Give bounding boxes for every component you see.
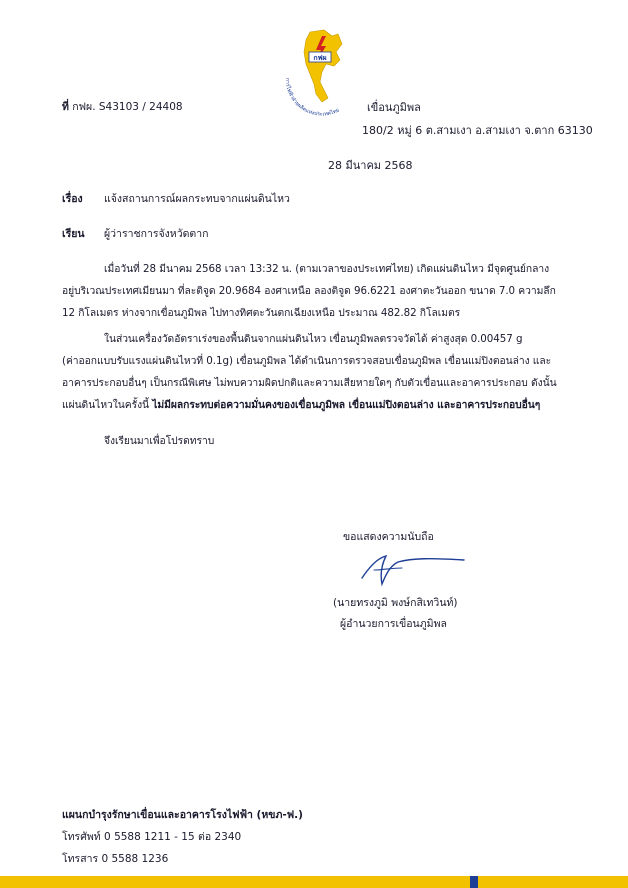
footer-phone: โทรศัพท์ 0 5588 1211 - 15 ต่อ 2340 — [62, 831, 242, 843]
letter-date: 28 มีนาคม 2568 — [328, 159, 413, 172]
svg-text:การไฟฟ้าฝ่ายผลิตแห่งประเทศไทย — [284, 78, 340, 116]
subject-label: เรื่อง — [62, 193, 83, 205]
reference-number — [62, 98, 183, 115]
signer-position: ผู้อำนวยการเขื่อนภูมิพล — [340, 618, 447, 630]
paragraph-line: เมื่อวันที่ 28 มีนาคม 2568 เวลา 13:32 น. (ตามเวลาของประเทศไทย) เกิดแผ่นดินไหว มีจุดศูนย์กลาง — [104, 263, 550, 275]
paragraph-line-emphasis: ไม่มีผลกระทบต่อความมั่นคงของเขื่อนภูมิพล เขื่อนแม่ปิงตอนล่าง และอาคารประกอบอื่นๆ — [152, 399, 541, 411]
reference-value: กฟผ. S43103 / 24408 — [72, 101, 183, 113]
sender-address: 180/2 หมู่ 6 ต.สามเงา อ.สามเงา จ.ตาก 63130 — [362, 124, 593, 137]
subject-text: แจ้งสถานการณ์ผลกระทบจากแผ่นดินไหว — [104, 193, 290, 205]
signer-name: (นายทรงภูมิ พงษ์กสิเทวินท์) — [333, 597, 458, 609]
recipient-text: ผู้ว่าราชการจังหวัดตาก — [104, 228, 209, 240]
paragraph-line: 12 กิโลเมตร ห่างจากเขื่อนภูมิพล ไปทางทิศตะวันตกเฉียงเหนือ ประมาณ 482.82 กิโลเมตร — [62, 307, 461, 319]
reference-label: ที่ — [62, 101, 69, 113]
footer-color-bar — [0, 876, 628, 888]
footer-bar-yellow — [0, 876, 470, 888]
paragraph-line — [62, 396, 540, 413]
paragraph-line: (ค่าออกแบบรับแรงแผ่นดินไหวที่ 0.1g) เขื่อนภูมิพล ได้ดำเนินการตรวจสอบเขื่อนภูมิพล เขื่อนแม่ปิงตอนล่าง และ — [62, 355, 552, 367]
paragraph-line: อาคารประกอบอื่นๆ เป็นกรณีพิเศษ ไม่พบความผิดปกติและความเสียหายใดๆ กับตัวเขื่อนและอาคารประกอบ ดังนั้น — [62, 377, 557, 389]
sender-dam-name: เขื่อนภูมิพล — [367, 101, 421, 114]
egat-logo — [280, 26, 360, 116]
footer-fax: โทรสาร 0 5588 1236 — [62, 853, 169, 865]
paragraph-line-normal: แผ่นดินไหวในครั้งนี้ — [62, 399, 150, 411]
recipient-label: เรียน — [62, 228, 85, 240]
footer-department: แผนกบำรุงรักษาเขื่อนและอาคารโรงไฟฟ้า (หขภ-ฟ.) — [62, 809, 303, 821]
paragraph-line: อยู่บริเวณประเทศเมียนมา ที่ละติจูด 20.9684 องศาเหนือ ลองติจูด 96.6221 องศาตะวันออก ขนาด 7.0 ความลึก — [62, 285, 556, 297]
logo-text: กฟผ — [313, 54, 327, 62]
footer-bar-blue — [470, 876, 478, 888]
handwritten-signature — [352, 548, 467, 590]
body-paragraph-3: จึงเรียนมาเพื่อโปรดทราบ — [104, 435, 215, 447]
footer-bar-yellow-right — [478, 876, 628, 888]
paragraph-line: ในส่วนเครื่องวัดอัตราเร่งของพื้นดินจากแผ่นดินไหว เขื่อนภูมิพลตรวจวัดได้ ค่าสูงสุด 0.00457 g — [104, 333, 523, 345]
closing-phrase: ขอแสดงความนับถือ — [343, 531, 434, 543]
logo-ring-text: การไฟฟ้าฝ่ายผลิตแห่งประเทศไทย — [283, 77, 341, 116]
